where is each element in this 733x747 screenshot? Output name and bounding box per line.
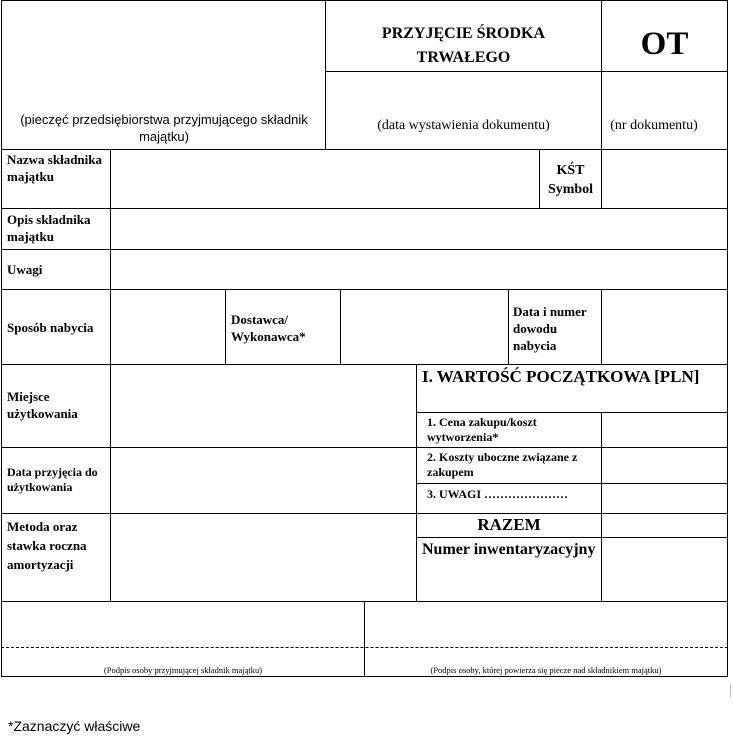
item-uwagi: 3. UWAGI ………………… <box>427 487 569 501</box>
label-miejsce: Miejsce użytkowania <box>7 389 78 421</box>
sposob-field[interactable] <box>111 290 225 364</box>
data-przyjecia-field[interactable] <box>111 448 416 513</box>
label-numer-inwentaryzacyjny: Numer inwentaryzacyjny <box>422 541 596 558</box>
signature-left-field[interactable] <box>2 602 364 647</box>
signature-right-field[interactable] <box>365 602 727 647</box>
label-nazwa: Nazwa składnika majątku <box>7 152 102 184</box>
doc-number-caption: (nr dokumentu) <box>610 118 698 133</box>
label-symbol: Symbol <box>547 182 594 197</box>
item-cena-zakupu: 1. Cena zakupu/koszt wytworzenia* <box>427 415 537 444</box>
stamp-field[interactable] <box>2 1 325 106</box>
cena-zakupu-field[interactable] <box>602 413 727 447</box>
item-koszty-uboczne: 2. Koszty uboczne związane z zakupem <box>427 450 578 479</box>
signature-right-caption: (Podpis osoby, której powierza się piecze nad składnikiem majątku) <box>430 665 662 675</box>
stamp-caption: (pieczęć przedsiębiorstwa przyjmującego składnik majątku) <box>20 112 308 144</box>
label-uwagi: Uwagi <box>7 262 43 277</box>
date-field[interactable] <box>326 72 601 114</box>
razem-field[interactable] <box>602 514 727 537</box>
metoda-field[interactable] <box>111 514 416 601</box>
title-line-2: TRWAŁEGO <box>416 49 511 66</box>
v-sposob-1 <box>225 289 226 365</box>
opis-field[interactable] <box>111 209 727 249</box>
label-opis: Opis składnika majątku <box>7 212 91 244</box>
data-dowodu-field[interactable] <box>602 290 727 364</box>
koszty-uboczne-field[interactable] <box>602 448 727 483</box>
page-edge-marker <box>730 683 731 697</box>
label-dostawca: Dostawca/ Wykonawca* <box>231 312 306 344</box>
label-data-przyjecia: Data przyjęcia do użytkowania <box>7 465 98 494</box>
doc-code: OT <box>640 26 689 62</box>
label-metoda: Metoda oraz stawka roczna amortyzacji <box>7 519 87 572</box>
label-kst: KŚT <box>556 163 585 178</box>
nazwa-field[interactable] <box>111 150 539 208</box>
numer-inwentaryzacyjny-field[interactable] <box>602 538 727 601</box>
label-data-dowodu: Data i numer dowodu nabycia <box>513 304 587 353</box>
v-value-left <box>416 364 417 602</box>
uwagi-field[interactable] <box>111 250 727 289</box>
date-caption: (data wystawienia dokumentu) <box>377 118 550 133</box>
uwagi-value-field[interactable] <box>602 484 727 513</box>
footnote: *Zaznaczyć właściwe <box>8 718 141 734</box>
signature-left-caption: (Podpis osoby przyjmującej składnik majątku) <box>103 665 263 675</box>
label-sposob: Sposób nabycia <box>7 320 94 335</box>
v-sposob-3 <box>508 289 509 365</box>
title-line-1: PRZYJĘCIE ŚRODKA <box>381 25 546 42</box>
border-right <box>727 0 728 677</box>
value-section-title: I. WARTOŚĆ POCZĄTKOWA [PLN] <box>422 367 700 386</box>
doc-number-field[interactable] <box>602 72 727 114</box>
dostawca-field[interactable] <box>341 290 508 364</box>
kst-symbol-field[interactable] <box>602 150 727 208</box>
miejsce-field[interactable] <box>111 365 416 447</box>
label-razem: RAZEM <box>477 515 541 534</box>
